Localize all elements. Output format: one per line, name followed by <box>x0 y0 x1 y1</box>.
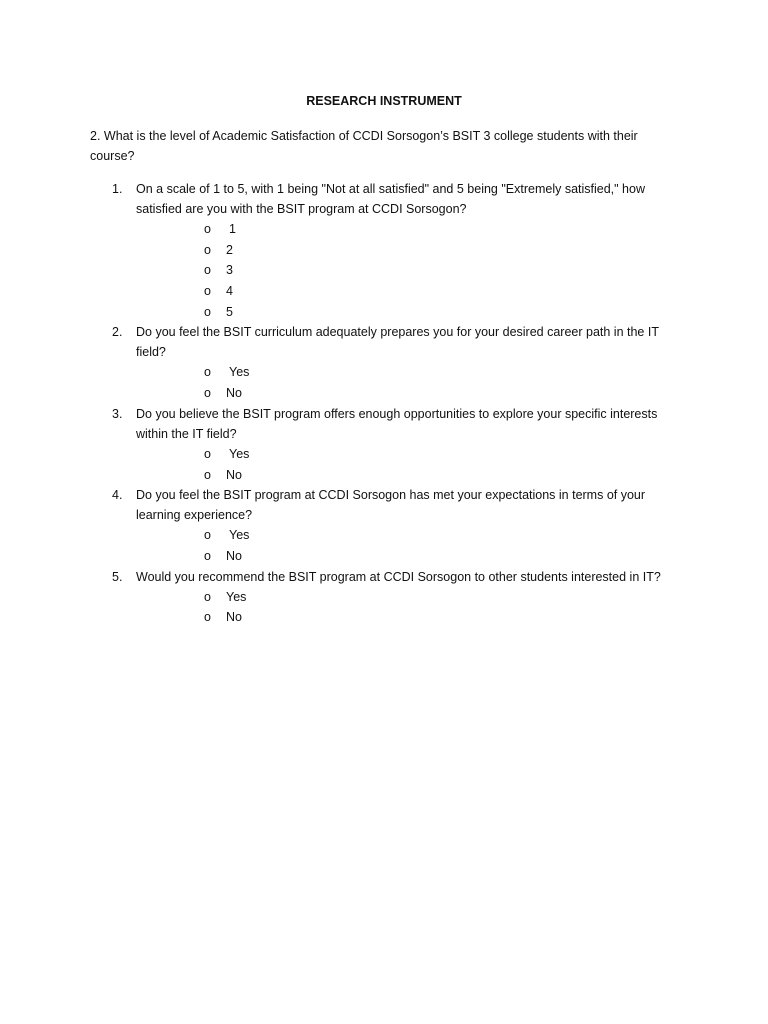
option-list <box>136 525 680 566</box>
option-item <box>136 281 680 302</box>
question-number: 2. <box>112 325 123 340</box>
option-item <box>136 444 680 465</box>
option-label: No <box>226 386 242 401</box>
option-item <box>136 465 680 486</box>
option-item <box>136 587 680 608</box>
question-text: Do you feel the BSIT curriculum adequately prepares you for your desired career path in the IT field? <box>136 325 659 360</box>
option-bullet: o <box>204 446 211 461</box>
question-item <box>90 179 680 322</box>
option-label: No <box>226 610 242 625</box>
option-bullet: o <box>204 365 211 380</box>
option-bullet: o <box>204 610 211 625</box>
option-list <box>136 444 680 485</box>
option-label: No <box>226 467 242 482</box>
option-bullet: o <box>204 589 211 604</box>
option-bullet: o <box>204 284 211 299</box>
question-item <box>90 485 680 566</box>
option-bullet: o <box>204 304 211 319</box>
option-item <box>136 260 680 281</box>
option-bullet: o <box>204 467 211 482</box>
option-bullet: o <box>204 386 211 401</box>
option-item <box>136 546 680 567</box>
option-label: 5 <box>226 304 233 319</box>
question-number: 1. <box>112 182 123 196</box>
option-bullet: o <box>204 548 211 563</box>
question-number: 3. <box>112 406 123 421</box>
option-item <box>136 219 680 240</box>
option-item <box>136 383 680 404</box>
question-item <box>90 567 680 628</box>
option-item <box>136 362 680 383</box>
option-item <box>136 525 680 546</box>
question-text: Would you recommend the BSIT program at CCDI Sorsogon to other students interested in IT? <box>136 569 661 584</box>
option-label: 1 <box>229 222 236 236</box>
option-bullet: o <box>204 263 211 278</box>
question-number: 5. <box>112 569 123 584</box>
option-list <box>136 362 680 403</box>
option-label: Yes <box>229 528 250 543</box>
question-item <box>90 404 680 485</box>
intro-question: 2. What is the level of Academic Satisfaction of CCDI Sorsogon’s BSIT 3 college students with their course? <box>90 129 638 163</box>
question-text: Do you feel the BSIT program at CCDI Sorsogon has met your expectations in terms of your learning experience? <box>136 488 646 523</box>
option-label: Yes <box>226 589 247 604</box>
option-label: Yes <box>229 446 250 461</box>
option-item <box>136 607 680 628</box>
question-list <box>90 179 680 628</box>
option-list <box>136 587 680 628</box>
option-label: No <box>226 548 242 563</box>
option-item <box>136 240 680 261</box>
question-text: On a scale of 1 to 5, with 1 being "Not at all satisfied" and 5 being "Extremely satisfied," how satisfied are you with the BSIT program at CCDI Sorsogon? <box>136 182 645 216</box>
option-bullet: o <box>204 528 211 543</box>
option-label: 3 <box>226 263 233 278</box>
question-number: 4. <box>112 488 123 503</box>
question-text: Do you believe the BSIT program offers enough opportunities to explore your specific interests within the IT field? <box>136 406 658 441</box>
option-label: Yes <box>229 365 250 380</box>
document-title: RESEARCH INSTRUMENT <box>306 94 462 108</box>
option-label: 2 <box>226 242 233 257</box>
option-bullet: o <box>204 242 211 257</box>
option-list <box>136 219 680 322</box>
option-item <box>136 302 680 323</box>
option-bullet: o <box>204 222 211 236</box>
question-item <box>90 322 680 403</box>
option-label: 4 <box>226 284 233 299</box>
